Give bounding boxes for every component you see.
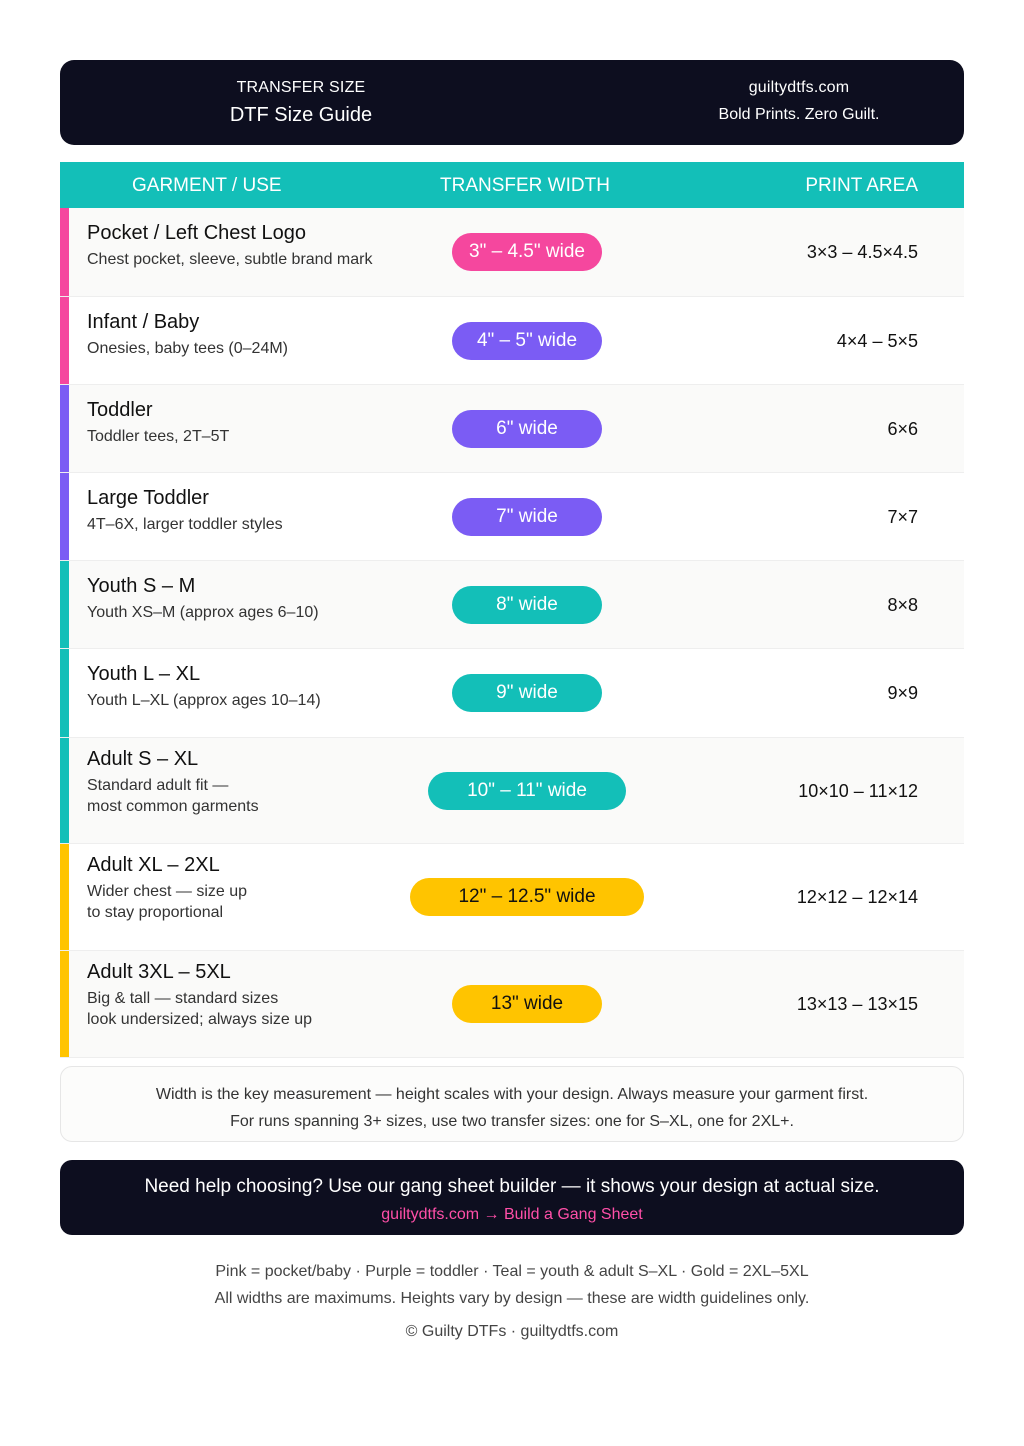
- print-area-value: 12×12 – 12×14: [796, 887, 918, 907]
- header-site: guiltydtfs.com: [748, 79, 850, 96]
- table-body: [60, 208, 964, 1058]
- row-garment-name: Infant / Baby: [87, 311, 200, 333]
- row-garment-description: Youth L–XL (approx ages 10–14): [87, 692, 321, 709]
- column-header-garment: GARMENT / USE: [132, 175, 282, 196]
- row-garment-description: Standard adult fit —: [87, 777, 229, 794]
- copyright: © Guilty DTFs · guiltydtfs.com: [405, 1323, 619, 1340]
- table-row: [60, 473, 964, 561]
- header-label: TRANSFER SIZE: [236, 79, 366, 96]
- row-garment-name: Youth S – M: [87, 575, 196, 597]
- print-area-value: 10×10 – 11×12: [798, 780, 918, 801]
- header-tagline: Bold Prints. Zero Guilt.: [718, 106, 880, 123]
- row-garment-name: Adult S – XL: [87, 748, 199, 770]
- cta-link[interactable]: guiltydtfs.com → Build a Gang Sheet: [381, 1206, 643, 1223]
- transfer-width-badge: 7" wide: [452, 498, 602, 536]
- column-header-width: TRANSFER WIDTH: [440, 175, 610, 196]
- column-header-area: PRINT AREA: [805, 175, 918, 196]
- row-garment-description: 4T–6X, larger toddler styles: [87, 516, 283, 533]
- cta-text: Need help choosing? Use our gang sheet builder — it shows your design at actual size.: [144, 1176, 880, 1197]
- table-row: [60, 738, 964, 844]
- row-garment-description: Wider chest — size up: [87, 883, 248, 900]
- transfer-width-badge: 10" – 11" wide: [428, 772, 626, 810]
- transfer-width-badge: 4" – 5" wide: [452, 322, 602, 360]
- row-garment-name: Toddler: [87, 399, 153, 421]
- disclaimer: All widths are maximums. Heights vary by design — these are width guidelines only.: [214, 1290, 810, 1307]
- row-garment-description: to stay proportional: [87, 904, 224, 921]
- row-garment-description: Chest pocket, sleeve, subtle brand mark: [87, 251, 373, 268]
- print-area-value: 6×6: [887, 418, 918, 439]
- transfer-width-badge: 9" wide: [452, 674, 602, 712]
- row-garment-name: Large Toddler: [87, 487, 209, 509]
- measurement-note: [60, 1066, 964, 1142]
- row-color-stripe: [60, 844, 69, 950]
- header-left: [60, 78, 542, 128]
- print-area-value: 7×7: [887, 506, 918, 527]
- table-row: [60, 844, 964, 951]
- transfer-width-badge: 3" – 4.5" wide: [452, 233, 602, 271]
- table-row: [60, 951, 964, 1058]
- transfer-width-badge: 12" – 12.5" wide: [410, 878, 644, 916]
- row-color-stripe: [60, 738, 69, 843]
- row-garment-name: Adult XL – 2XL: [87, 854, 220, 876]
- row-garment-name: Pocket / Left Chest Logo: [87, 222, 307, 244]
- print-area-value: 13×13 – 13×15: [796, 994, 918, 1014]
- table-row: [60, 297, 964, 385]
- row-garment-name: Adult 3XL – 5XL: [87, 961, 231, 983]
- print-area-value: 8×8: [887, 594, 918, 615]
- row-garment-description: Onesies, baby tees (0–24M): [87, 340, 288, 357]
- note-line-1: Width is the key measurement — height scales with your design. Always measure your garment first.: [155, 1086, 869, 1103]
- row-garment-description: Youth XS–M (approx ages 6–10): [87, 604, 319, 621]
- page-title: DTF Size Guide: [229, 104, 373, 126]
- row-color-stripe: [60, 561, 69, 648]
- table-row: [60, 208, 964, 297]
- size-table: [60, 162, 964, 1058]
- cta-banner: [60, 1160, 964, 1235]
- row-color-stripe: [60, 297, 69, 384]
- table-row: [60, 649, 964, 738]
- transfer-width-badge: 6" wide: [452, 410, 602, 448]
- row-garment-description: most common garments: [87, 798, 259, 815]
- header-right: [634, 78, 964, 125]
- row-color-stripe: [60, 473, 69, 560]
- row-garment-description: Big & tall — standard sizes: [87, 990, 279, 1007]
- row-color-stripe: [60, 951, 69, 1057]
- print-area-value: 3×3 – 4.5×4.5: [806, 242, 918, 262]
- header-banner: [60, 60, 964, 145]
- row-color-stripe: [60, 649, 69, 737]
- note-line-2: For runs spanning 3+ sizes, use two transfer sizes: one for S–XL, one for 2XL+.: [230, 1113, 794, 1130]
- row-color-stripe: [60, 385, 69, 472]
- transfer-width-badge: 8" wide: [452, 586, 602, 624]
- table-row: [60, 385, 964, 473]
- color-legend: Pink = pocket/baby · Purple = toddler · Teal = youth & adult S–XL · Gold = 2XL–5XL: [215, 1263, 809, 1280]
- row-garment-description: look undersized; always size up: [87, 1011, 313, 1028]
- transfer-width-badge: 13" wide: [452, 985, 602, 1023]
- row-color-stripe: [60, 208, 69, 296]
- table-row: [60, 561, 964, 649]
- print-area-value: 4×4 – 5×5: [836, 330, 918, 351]
- row-garment-name: Youth L – XL: [87, 663, 201, 685]
- table-header: [60, 162, 964, 208]
- print-area-value: 9×9: [887, 683, 918, 703]
- row-garment-description: Toddler tees, 2T–5T: [87, 428, 230, 445]
